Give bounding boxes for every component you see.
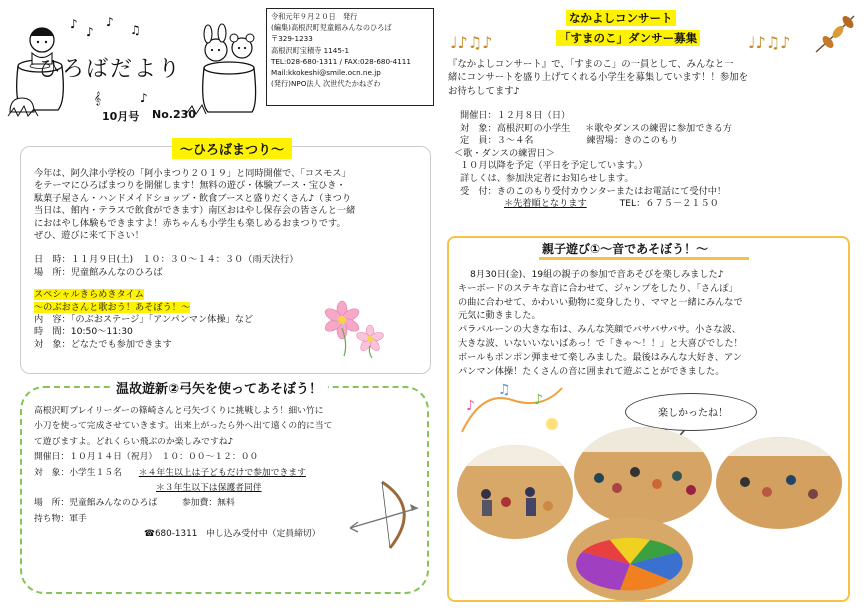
archery-target-note2: ＊３年生以下は保護者同伴 <box>156 483 262 494</box>
svg-text:♫: ♫ <box>130 23 141 37</box>
festival-paragraph-line: におはやし体験もできますよ！赤ちゃんも小学生も楽しめるおまつりです。 <box>34 217 346 229</box>
special-time: 時 間：10:50～11:30 <box>34 326 133 338</box>
concert-capacity: 定 員：３～４名 <box>460 135 534 147</box>
archery-target: 対 象：小学生１５名 <box>34 467 122 478</box>
svg-text:♪: ♪ <box>86 25 94 39</box>
concert-practice-header: ＜歌・ダンスの練習日＞ <box>454 147 555 159</box>
publisher-line: 高根沢町宝積寺 1145-1 <box>271 45 350 55</box>
newsletter-title: ひろばだより <box>38 57 183 82</box>
svg-text:♩♪♫♪: ♩♪♫♪ <box>748 33 791 52</box>
concert-target-note: ＊歌やダンスの練習に参加できる方 <box>585 122 732 134</box>
concert-date: 開催日：１２月８日（日） <box>460 110 571 121</box>
parent-child-line: の曲に合わせて、かわいい動物に変身したり、ママと一緒にみんなで <box>458 296 743 308</box>
festival-paragraph-line: をテーマにひろばまつりを開催します！無料の遊び・体験ブース・宝ひき・ <box>34 180 346 192</box>
festival-title: ～ひろばまつり～ <box>172 138 292 159</box>
svg-text:♪: ♪ <box>106 15 114 29</box>
svg-text:♪: ♪ <box>140 91 148 105</box>
special-target: 対 象：どなたでも参加できます <box>34 338 172 350</box>
issue-number: No.230 <box>152 108 196 121</box>
special-content: 内 容：「のぶおステージ」「アンパンマン体操」など <box>34 314 254 326</box>
parent-child-line: 大きな波、いないいないばあっ！で「きゃ～！！」と大喜びでした！ <box>458 337 743 349</box>
activity-photo <box>456 444 574 540</box>
svg-text:♪: ♪ <box>70 17 78 31</box>
archery-intro-line: て遊びますよ。どれくらい飛ぶのか楽しみですね♪ <box>34 436 234 447</box>
svg-text:♩♪♫♪: ♩♪♫♪ <box>450 33 493 52</box>
publisher-info <box>266 8 434 106</box>
publisher-line: Mail:kkokeshi@smile.ocn.ne.jp <box>271 68 381 78</box>
concert-details <box>454 110 850 211</box>
concert-intro-line: お待ちしてます♪ <box>448 85 520 97</box>
parent-child-line: パラバルーンの大きな布は、みんな笑顔でバサバサバサ。小さな波、 <box>458 324 741 336</box>
concert-details-note: 詳しくは、参加決定者にお知らせします。 <box>460 172 634 184</box>
concert-practice-schedule: １０月以降を予定（平日を予定しています。） <box>460 160 648 172</box>
parent-child-line: キーボードのステキな音に合わせて、ジャンプをしたり、「さんぽ」 <box>458 282 738 294</box>
speech-text: 楽しかったね！ <box>658 408 728 419</box>
title-underline <box>539 257 749 260</box>
publisher-line: (編集)高根沢町児童館みんなのひろば <box>271 23 392 33</box>
archery-place: 場 所：児童館みんなのひろば <box>34 498 158 509</box>
concert-intro <box>448 58 852 98</box>
concert-target: 対 象：高根沢町の小学生 <box>460 122 571 134</box>
publisher-line: 〒329-1233 <box>271 34 313 44</box>
leaves-decoration-icon <box>810 12 858 56</box>
svg-text:♪: ♪ <box>534 392 543 408</box>
issue-month: 10月号 <box>102 110 140 123</box>
festival-paragraph-line: 駄菓子屋さん・ハンドメイドショップ・飲食ブースと盛りだくさん♪（まつり <box>34 192 352 204</box>
special-time-subtitle: ～のぶおさんと歌おう！あそぼう！～ <box>34 301 191 313</box>
parent-child-title: 親子遊び①～音であそぼう！～ <box>542 242 709 256</box>
publisher-line: 令和元年９月２０日 発行 <box>271 12 358 21</box>
parent-child-line: 8月30日(金)、19組の親子の参加で音あそびを楽しみました♪ <box>470 269 724 280</box>
concert-reception: 受 付：きのこのもり受付カウンターまたはお電話にて受付中！ <box>460 185 727 197</box>
svg-text:♫: ♫ <box>498 382 511 398</box>
archery-title: 温故遊新②弓矢を使ってあそぼう！ <box>110 378 328 397</box>
publisher-line: TEL:028-680-1311 / FAX:028-680-4111 <box>271 56 411 66</box>
festival-place: 場 所：児童館みんなのひろば <box>34 266 163 278</box>
concert-intro-line: 緒にコンサートを盛り上げてくれる小学生を募集しています！！参加を <box>448 72 749 84</box>
publisher-line: (発行)NPO法人 次世代たかねざわ <box>271 79 381 89</box>
festival-paragraph-line: ぜひ、遊びに来て下さい！ <box>34 230 144 242</box>
concert-tel: TEL：６７５－２１５０ <box>619 198 719 210</box>
activity-photo <box>573 426 713 526</box>
activity-photo <box>715 436 843 530</box>
cosmos-flower-icon <box>318 298 388 358</box>
parachute-photo <box>566 516 694 602</box>
parent-child-line: 元気に動きました。 <box>458 310 541 322</box>
archery-intro-line: 小刀を使って完成させていきます。出来上がったら外へ出て遠くの的に当て <box>34 421 333 432</box>
archery-date: 開催日：１０月１４日（祝月） １０：００～１２：００ <box>34 452 259 463</box>
concert-subtitle: 「すまのこ」ダンサー募集 <box>556 30 700 46</box>
festival-paragraph-line: 今年は、阿久津小学校の「阿小まつり２０１９」と同時開催で、「コスモス」 <box>34 168 351 179</box>
archery-contact: ☎680-1311 申し込み受付中（定員締切） <box>144 529 321 540</box>
festival-date: 日 時：１１月９日(土) １０：３０～１４：３０（雨天決行） <box>34 254 299 266</box>
svg-text:𝄞: 𝄞 <box>94 91 102 105</box>
music-notes-icon <box>450 28 540 54</box>
archery-target-note1: ＊４年生以上は子どもだけで参加できます <box>138 467 306 478</box>
concert-practice-place: 練習場：きのこのもり <box>586 135 679 147</box>
concert-intro-line: 『なかよしコンサート』で、「すまのこ」の一員として、みんなと一 <box>448 59 734 70</box>
archery-fee: 参加費：無料 <box>181 498 235 509</box>
parent-child-line: ボールもポンポン弾ませて楽しみました。最後はみんな大好き、アン <box>458 351 742 363</box>
concert-first-come: ＊先着順となります <box>504 198 587 210</box>
bow-and-arrow-icon <box>346 478 422 552</box>
music-illustration-icon <box>452 380 572 436</box>
archery-bring: 持ち物：軍手 <box>34 513 87 524</box>
svg-text:♪: ♪ <box>466 398 475 414</box>
concert-title: なかよしコンサート <box>566 10 676 26</box>
festival-paragraph-line: 当日は、館内・テラスで飲食ができます）南区おはやし保存会の皆さんと一緒 <box>34 205 356 217</box>
parent-child-line: パンマン体操！たくさんの音に囲まれて遊ぶことができました。 <box>458 365 725 377</box>
special-time-title: スペシャルきらめきタイム <box>34 289 144 301</box>
archery-intro-line: 高根沢町プレイリーダーの篠崎さんと弓矢づくりに挑戦しよう！細い竹に <box>34 406 324 416</box>
parent-child-body <box>458 268 846 378</box>
